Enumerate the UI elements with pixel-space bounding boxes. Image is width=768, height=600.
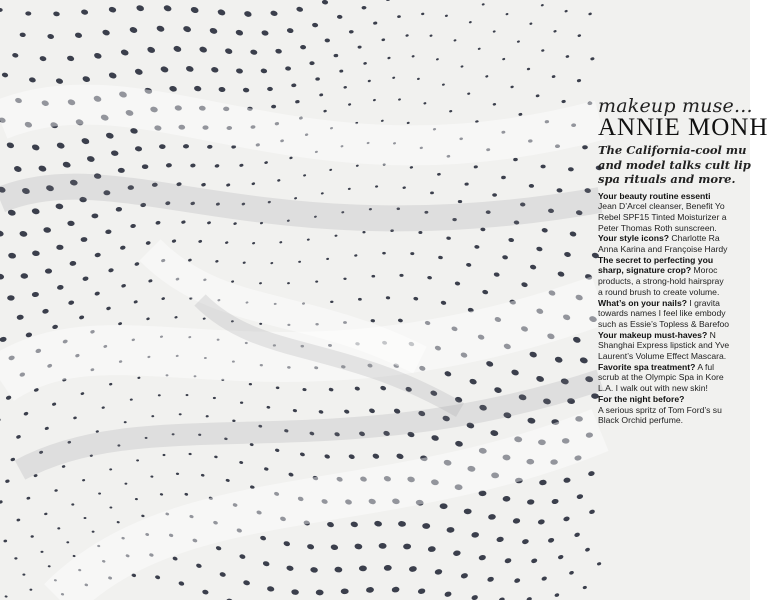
answer-line: Anna Karina and Françoise Hardy: [598, 244, 728, 255]
answer-start: A ful: [695, 361, 715, 372]
answer-start: N: [707, 329, 716, 340]
question: Your style icons?: [598, 233, 669, 244]
answer-line: L.A. I walk out with new skin!: [598, 383, 708, 394]
question: Your makeup must-haves?: [598, 329, 708, 340]
polka-dot: [362, 6, 367, 10]
question: Your beauty routine essenti: [598, 190, 711, 201]
answer-line: such as Essie’s Topless & Barefoo: [598, 318, 730, 329]
qa-item: [598, 191, 750, 202]
answer-line: towards names I feel like embody: [598, 308, 726, 319]
article-dek: [598, 143, 750, 187]
dek-line: The California-cool mu: [598, 143, 747, 157]
answer-line: Laurent’s Volume Effect Mascara.: [598, 351, 727, 362]
question: sharp, signature crop?: [598, 265, 692, 276]
qa-item: [598, 233, 750, 244]
article-kicker: makeup muse...: [598, 95, 753, 117]
answer-line: Peter Thomas Roth sunscreen.: [598, 222, 717, 233]
polka-dot: [464, 509, 472, 515]
qa-item: [598, 330, 750, 341]
qa-list: [598, 191, 750, 426]
answer-line: products, a strong-hold hairspray: [598, 276, 724, 287]
dek-line: and model talks cult lip: [598, 157, 751, 172]
answer-line: Jean D’Arcel cleanser, Benefit Yo: [598, 201, 725, 212]
answer-start: Moroc: [691, 265, 718, 276]
answer-line: Rebel SPF15 Tinted Moisturizer a: [598, 211, 727, 222]
question: The secret to perfecting you: [598, 254, 714, 265]
answer-start: I gravita: [686, 297, 720, 308]
answer-line: Shanghai Express lipstick and Yve: [598, 340, 730, 351]
polka-dot: [142, 164, 148, 169]
answer-start: Charlotte Ra: [669, 233, 720, 244]
qa-item: [598, 394, 750, 405]
question: Favorite spa treatment?: [598, 361, 696, 372]
magazine-article: [598, 95, 768, 516]
qa-item: [598, 255, 750, 266]
question: What’s on your nails?: [598, 297, 687, 308]
polka-dot: [136, 459, 139, 461]
polka-dot: [179, 413, 182, 415]
answer-line: a round brush to create volume.: [598, 286, 720, 297]
qa-item: [598, 265, 750, 276]
polka-dot: [540, 165, 545, 169]
answer-line: Black Orchid perfume.: [598, 415, 684, 426]
question: For the night before?: [598, 393, 685, 404]
polka-dot: [492, 193, 497, 197]
answer-line: scrub at the Olympic Spa in Kore: [598, 372, 724, 383]
answer-line: A serious spritz of Tom Ford’s su: [598, 404, 722, 415]
dek-line: spa rituals and more.: [598, 172, 736, 186]
article-headline: ANNIE MONH: [598, 114, 768, 141]
polka-dot: [371, 275, 375, 278]
qa-item: [598, 362, 750, 373]
qa-item: [598, 298, 750, 309]
